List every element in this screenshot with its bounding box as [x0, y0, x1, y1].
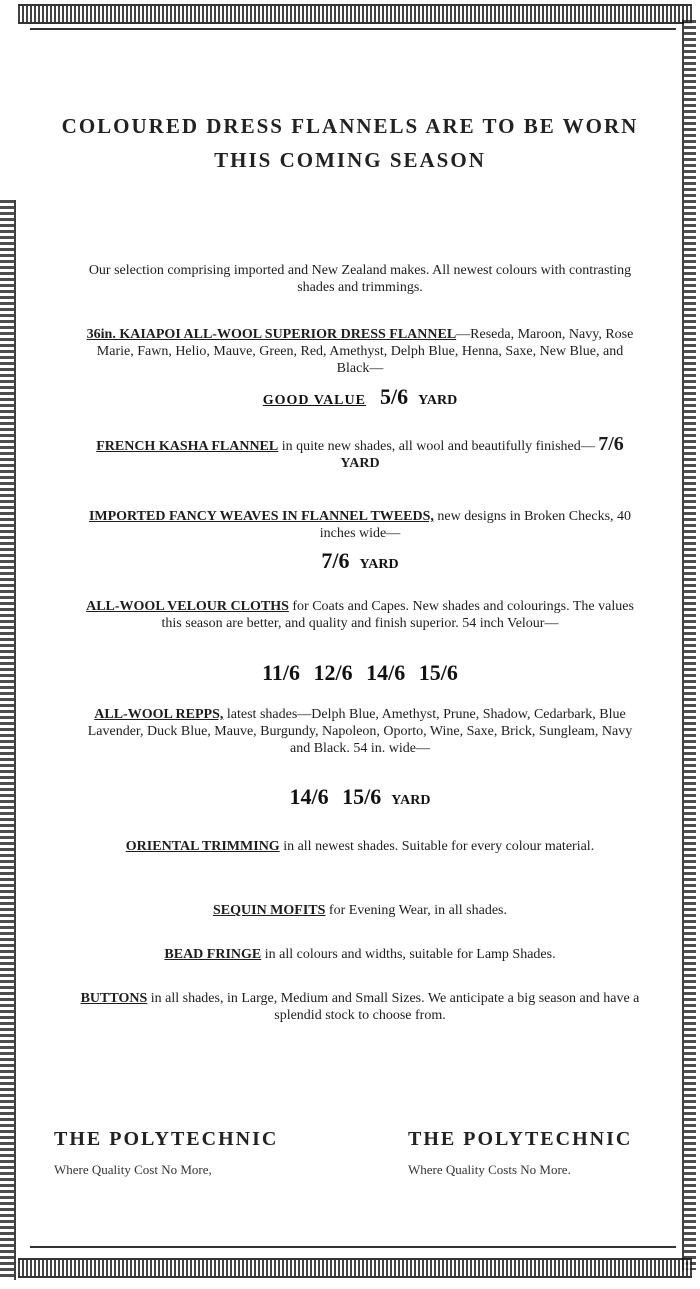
velour-lead: ALL-WOOL VELOUR CLOTHS: [86, 599, 289, 614]
footer-left-tagline: Where Quality Cost No More,: [54, 1162, 212, 1177]
bottom-border: [18, 1258, 692, 1278]
tweeds-price: 7/6: [321, 548, 350, 573]
footer-right-tagline: Where Quality Costs No More.: [408, 1162, 571, 1177]
oriental-lead: ORIENTAL TRIMMING: [125, 839, 280, 854]
buttons-lead: BUTTONS: [80, 991, 148, 1006]
bead-lead: BEAD FRINGE: [164, 947, 262, 962]
tweeds-lead: IMPORTED FANCY WEAVES IN FLANNEL TWEEDS,: [88, 509, 434, 524]
sequin-lead: SEQUIN MOFITS: [213, 903, 326, 918]
repps-text: latest shades—Delph Blue, Amethyst, Prune, Shadow, Cedarbark, Blue Lavender, Duck Blue, Mauve, Burgundy, Napoleon, Oporto, Wine, Saxe, Brick, Sungleam, Navy and Black. 54 in. wide—: [87, 707, 633, 756]
intro-paragraph: Our selection comprising imported and New Zealand makes. All newest colours with contrasting shades and trimmings.: [88, 263, 632, 295]
headline-line-1: COLOURED DRESS FLANNELS ARE TO BE WORN: [61, 114, 639, 138]
kasha-unit: YARD: [340, 456, 380, 471]
tweeds-unit: YARD: [359, 557, 399, 572]
repps-unit: YARD: [391, 793, 431, 808]
kaiapoi-text: —Reseda, Maroon, Navy, Rose Marie, Fawn, Helio, Mauve, Green, Red, Amethyst, Delph Blue, Henna, Saxe, New Blue, and Black—: [96, 327, 634, 376]
footer-right-title: THE POLYTECHNIC: [408, 1128, 633, 1150]
bead-block: [80, 946, 640, 963]
buttons-text: in all shades, in Large, Medium and Small Sizes. We anticipate a big season and have a splendid stock to choose from.: [147, 991, 640, 1023]
velour-text: for Coats and Capes. New shades and colourings. The values this season are better, and quality and finish superior. 54 inch Velour—: [161, 599, 634, 631]
sequin-text: for Evening Wear, in all shades.: [325, 903, 507, 918]
kasha-text: in quite new shades, all wool and beautifully finished—: [278, 439, 595, 454]
bottom-rule: [30, 1246, 676, 1248]
kaiapoi-price: 5/6: [379, 384, 409, 409]
velour-prices: 11/6 12/6 14/6 15/6: [262, 660, 458, 685]
oriental-text: in all newest shades. Suitable for every colour material.: [279, 839, 595, 854]
kaiapoi-unit: YARD: [418, 393, 458, 408]
sequin-block: [80, 902, 640, 919]
headline-line-2: THIS COMING SEASON: [214, 148, 486, 172]
oriental-block: [80, 838, 640, 855]
repps-lead: ALL-WOOL REPPS,: [94, 707, 224, 722]
kasha-lead: FRENCH KASHA FLANNEL: [96, 439, 279, 454]
bead-text: in all colours and widths, suitable for Lamp Shades.: [261, 947, 556, 962]
footer-left-title: THE POLYTECHNIC: [54, 1128, 279, 1150]
kasha-price: 7/6: [598, 433, 624, 455]
good-value-label: GOOD VALUE: [262, 393, 366, 408]
buttons-block: [80, 990, 640, 1024]
repps-prices: 14/6 15/6: [289, 784, 382, 809]
kaiapoi-lead: 36in. KAIAPOI ALL-WOOL SUPERIOR DRESS FLANNEL: [86, 327, 457, 342]
tweeds-text: new designs in Broken Checks, 40 inches wide—: [319, 509, 632, 541]
